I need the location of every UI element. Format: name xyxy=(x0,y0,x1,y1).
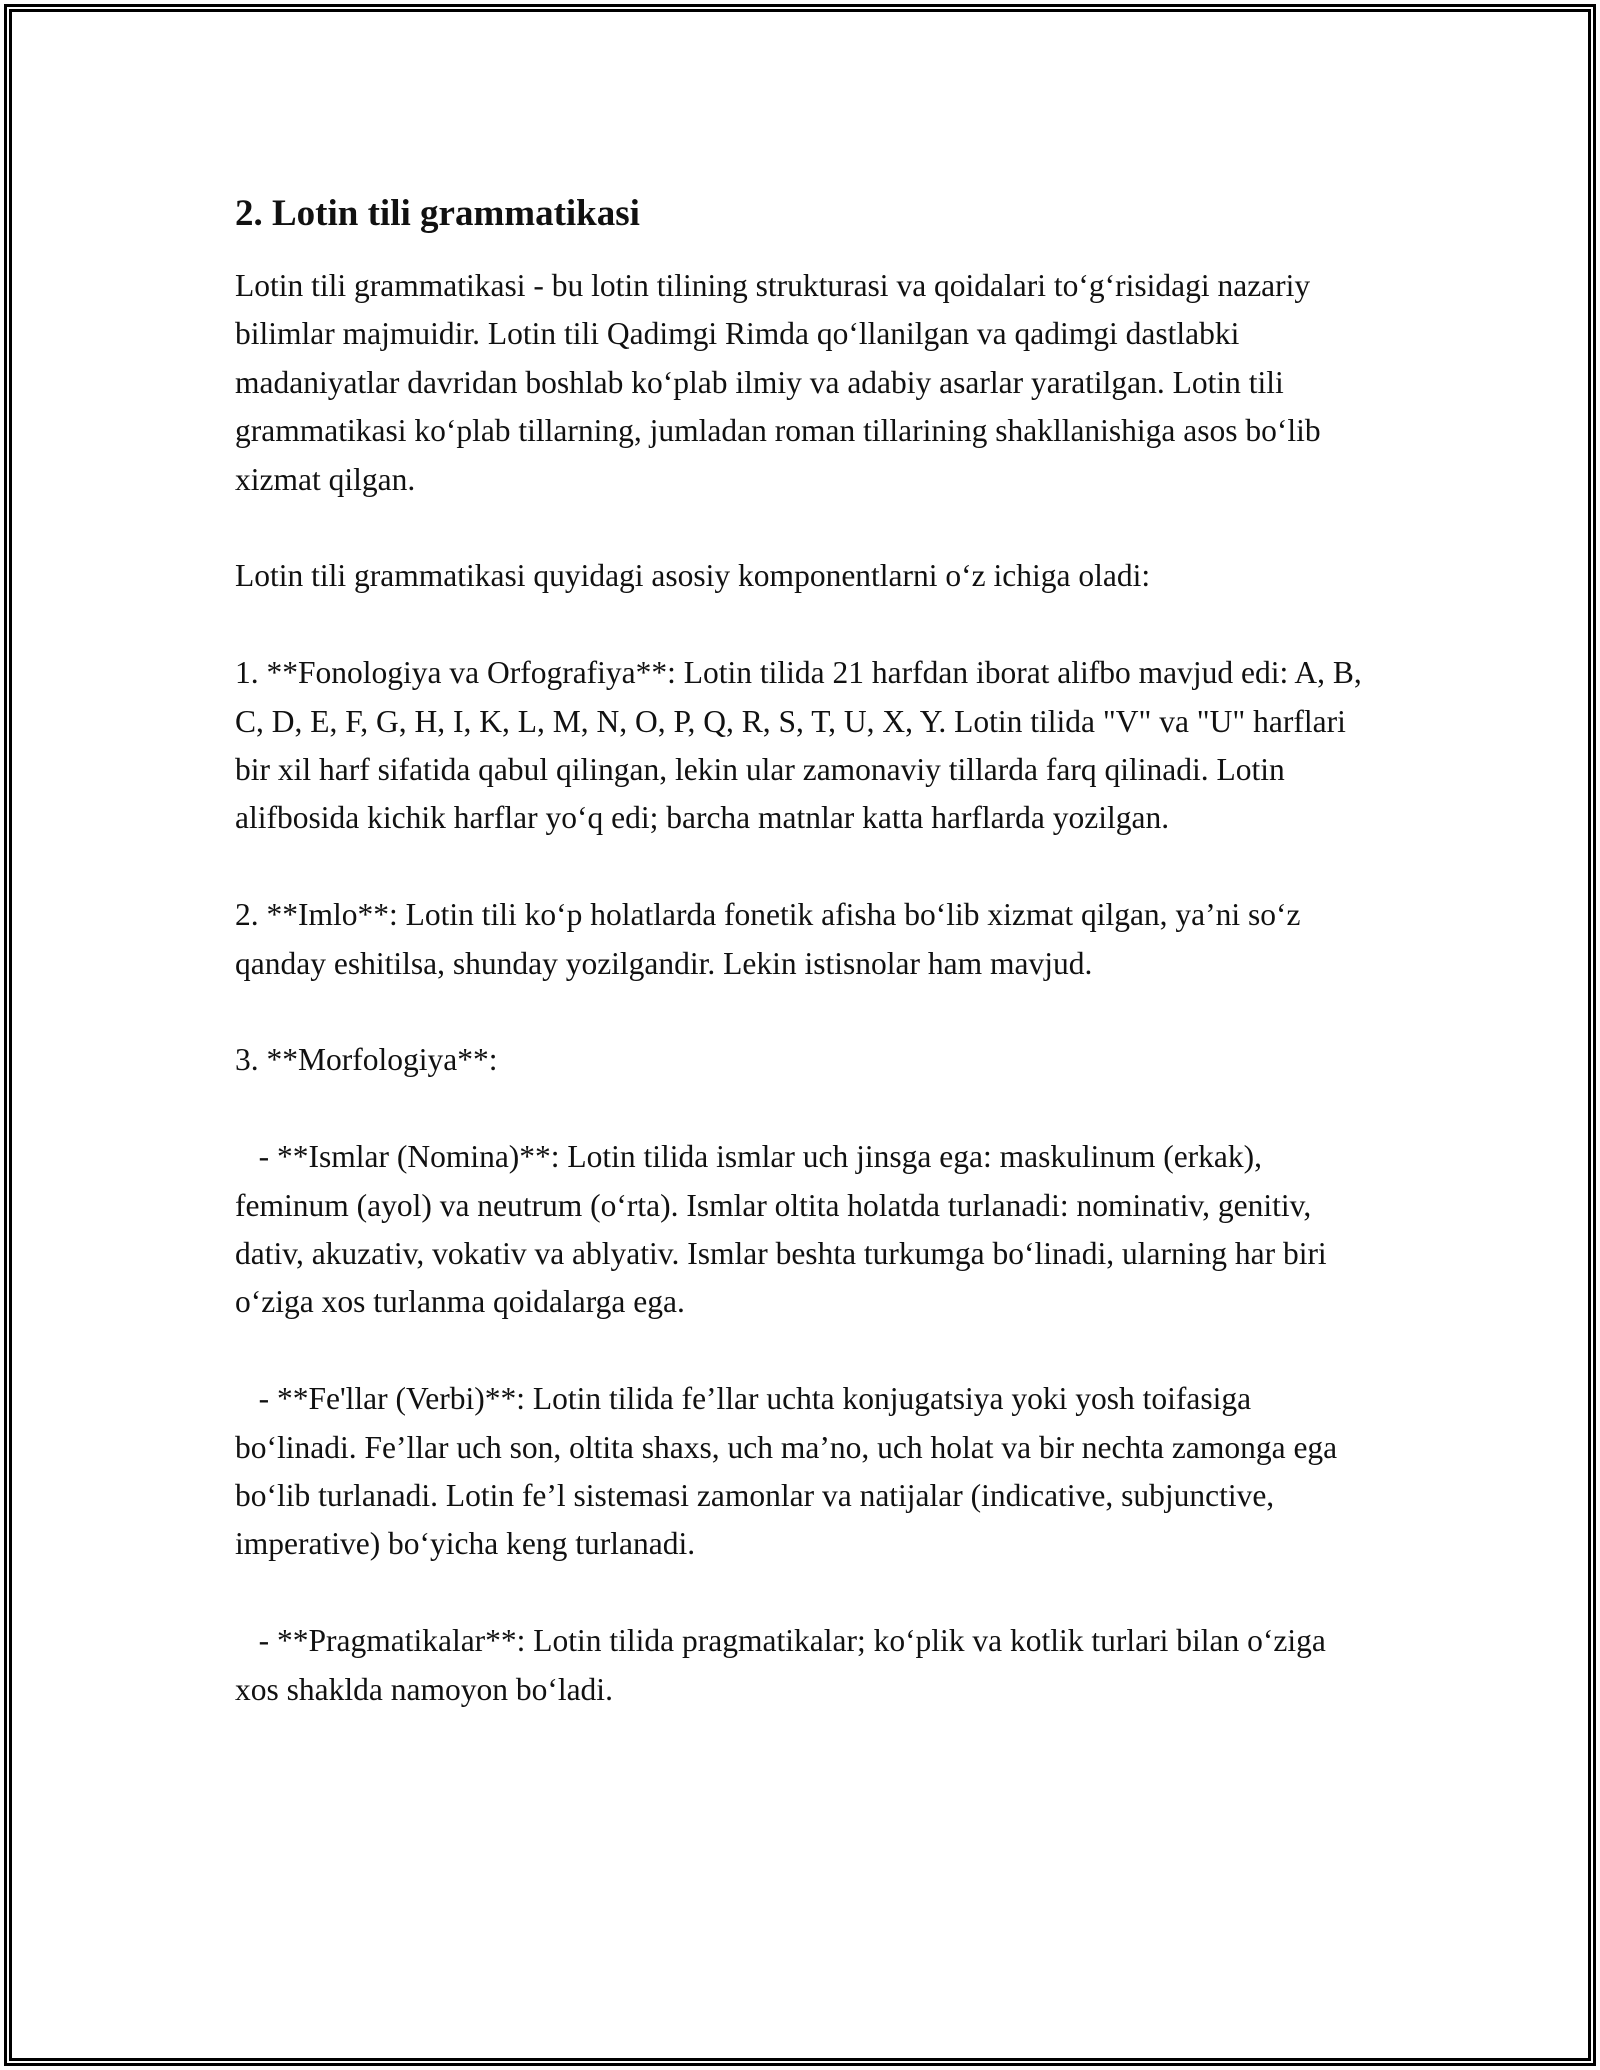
paragraph-components-lead: Lotin tili grammatikasi quyidagi asosiy komponentlarni o‘z ichiga oladi: xyxy=(235,558,1151,594)
paragraph-orthography: 2. **Imlo**: Lotin tili ko‘p holatlarda fonetik afisha bo‘lib xizmat qilgan, ya’ni so‘z qanday eshitilsa, shunday yozilgandir. Lekin istisnolar ham mavjud. xyxy=(235,897,1309,981)
paragraph-morphology-heading: 3. **Morfologiya**: xyxy=(235,1042,498,1078)
paragraph-verbs: - **Fe'llar (Verbi)**: Lotin tilida fe’llar uchta konjugatsiya yoki yosh toifasiga bo‘linadi. Fe’llar uch son, oltita shaxs, uch ma’no, uch holat va bir nechta zamonga ega bo‘lib turlanadi. Lotin fe’l sistemasi zamonlar va natijalar (indicative, subjunctive, imperative) bo‘yicha keng turlanadi. xyxy=(235,1381,1346,1562)
document-body xyxy=(235,188,1370,1714)
paragraph-pragmatics: - **Pragmatikalar**: Lotin tilida pragmatikalar; ko‘plik va kotlik turlari bilan o‘ziga xos shaklda namoyon bo‘ladi. xyxy=(235,1623,1334,1707)
paragraph-nouns: - **Ismlar (Nomina)**: Lotin tilida ismlar uch jinsga ega: maskulinum (erkak), feminum (ayol) va neutrum (o‘rta). Ismlar oltita holatda turlanadi: nominativ, genitiv, dativ, akuzativ, vokativ va ablyativ. Ismlar beshta turkumga bo‘linadi, ularning har biri o‘ziga xos turlanma qoidalarga ega. xyxy=(235,1139,1335,1320)
paragraph-phonology: 1. **Fonologiya va Orfografiya**: Lotin tilida 21 harfdan iborat alifbo mavjud edi: A, B, C, D, E, F, G, H, I, K, L, M, N, O, P, Q, R, S, T, U, X, Y. Lotin tilida "V" va "U" harflari bir xil harf sifatida qabul qilingan, lekin ular zamonaviy tillarda farq qilinadi. Lotin alifbosida kichik harflar yo‘q edi; barcha matnlar katta harflarda yozilgan. xyxy=(235,655,1370,836)
section-heading: 2. Lotin tili grammatikasi xyxy=(235,193,640,234)
paragraph-intro: Lotin tili grammatikasi - bu lotin tilining strukturasi va qoidalari to‘g‘risidagi nazariy bilimlar majmuidir. Lotin tili Qadimgi Rimda qo‘llanilgan va qadimgi dastlabki madaniyatlar davridan boshlab ko‘plab ilmiy va adabiy asarlar yaratilgan. Lotin tili grammatikasi ko‘plab tillarning, jumladan roman tillarining shakllanishiga asos bo‘lib xizmat qilgan. xyxy=(235,268,1329,497)
